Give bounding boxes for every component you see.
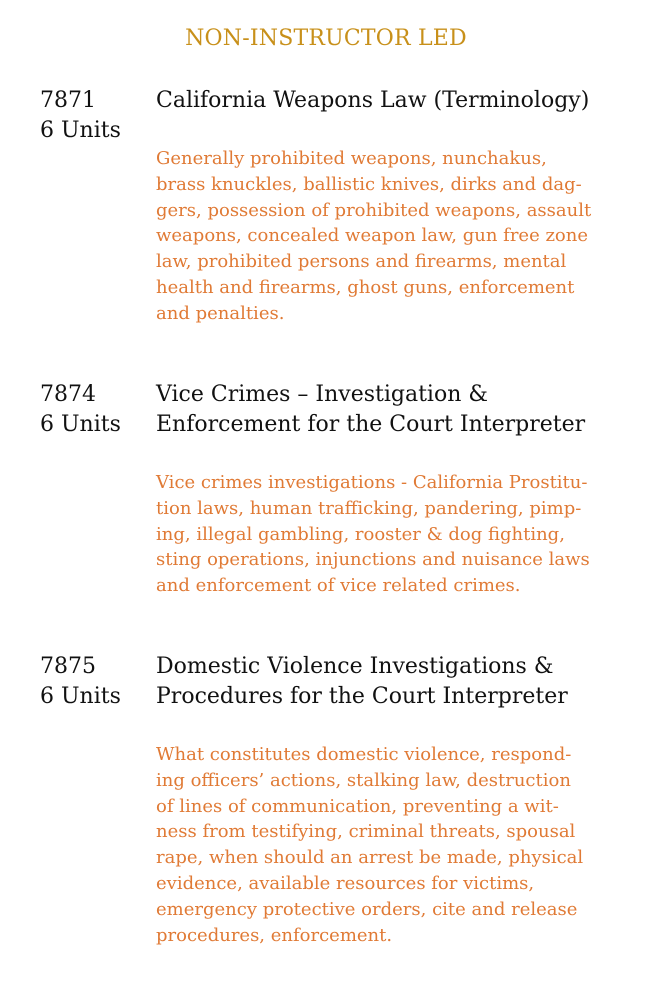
course-units: 6 Units bbox=[40, 684, 121, 709]
course-title: Domestic Violence Investigations & Procedures for the Court Interpreter bbox=[156, 654, 568, 709]
course-description: What constitutes domestic violence, respond- ing officers’ actions, stalking law, destruction of lines of communication, preventing a wit- ness from testifying, criminal threats, spousal rape, when should an arrest be made, physical evidence, available resources for victims, emergency protective orders, cite and release procedures, enforcement. bbox=[156, 744, 584, 946]
course-description: Generally prohibited weapons, nunchakus, brass knuckles, ballistic knives, dirks and dag- gers, possession of prohibited weapons, assault weapons, concealed weapon law, gun free zone law, prohibited persons and firearms, mental health and firearms, ghost guns, enforcement and penalties. bbox=[156, 148, 592, 324]
course-units: 6 Units bbox=[40, 118, 121, 143]
course-title: California Weapons Law (Terminology) bbox=[156, 88, 590, 113]
course-units: 6 Units bbox=[40, 412, 121, 437]
course-title: Vice Crimes – Investigation & Enforcement for the Court Interpreter bbox=[156, 382, 586, 437]
course-number: 7871 bbox=[40, 88, 96, 113]
course-description: Vice crimes investigations - California Prostitu- tion laws, human trafficking, pandering, pimp- ing, illegal gambling, rooster & dog fighting, sting operations, injunctions and nuisance laws and enforcement of vice related crimes. bbox=[156, 472, 590, 597]
section-title: NON-INSTRUCTOR LED bbox=[185, 26, 467, 51]
course-number: 7874 bbox=[40, 382, 96, 407]
course-number: 7875 bbox=[40, 654, 96, 679]
